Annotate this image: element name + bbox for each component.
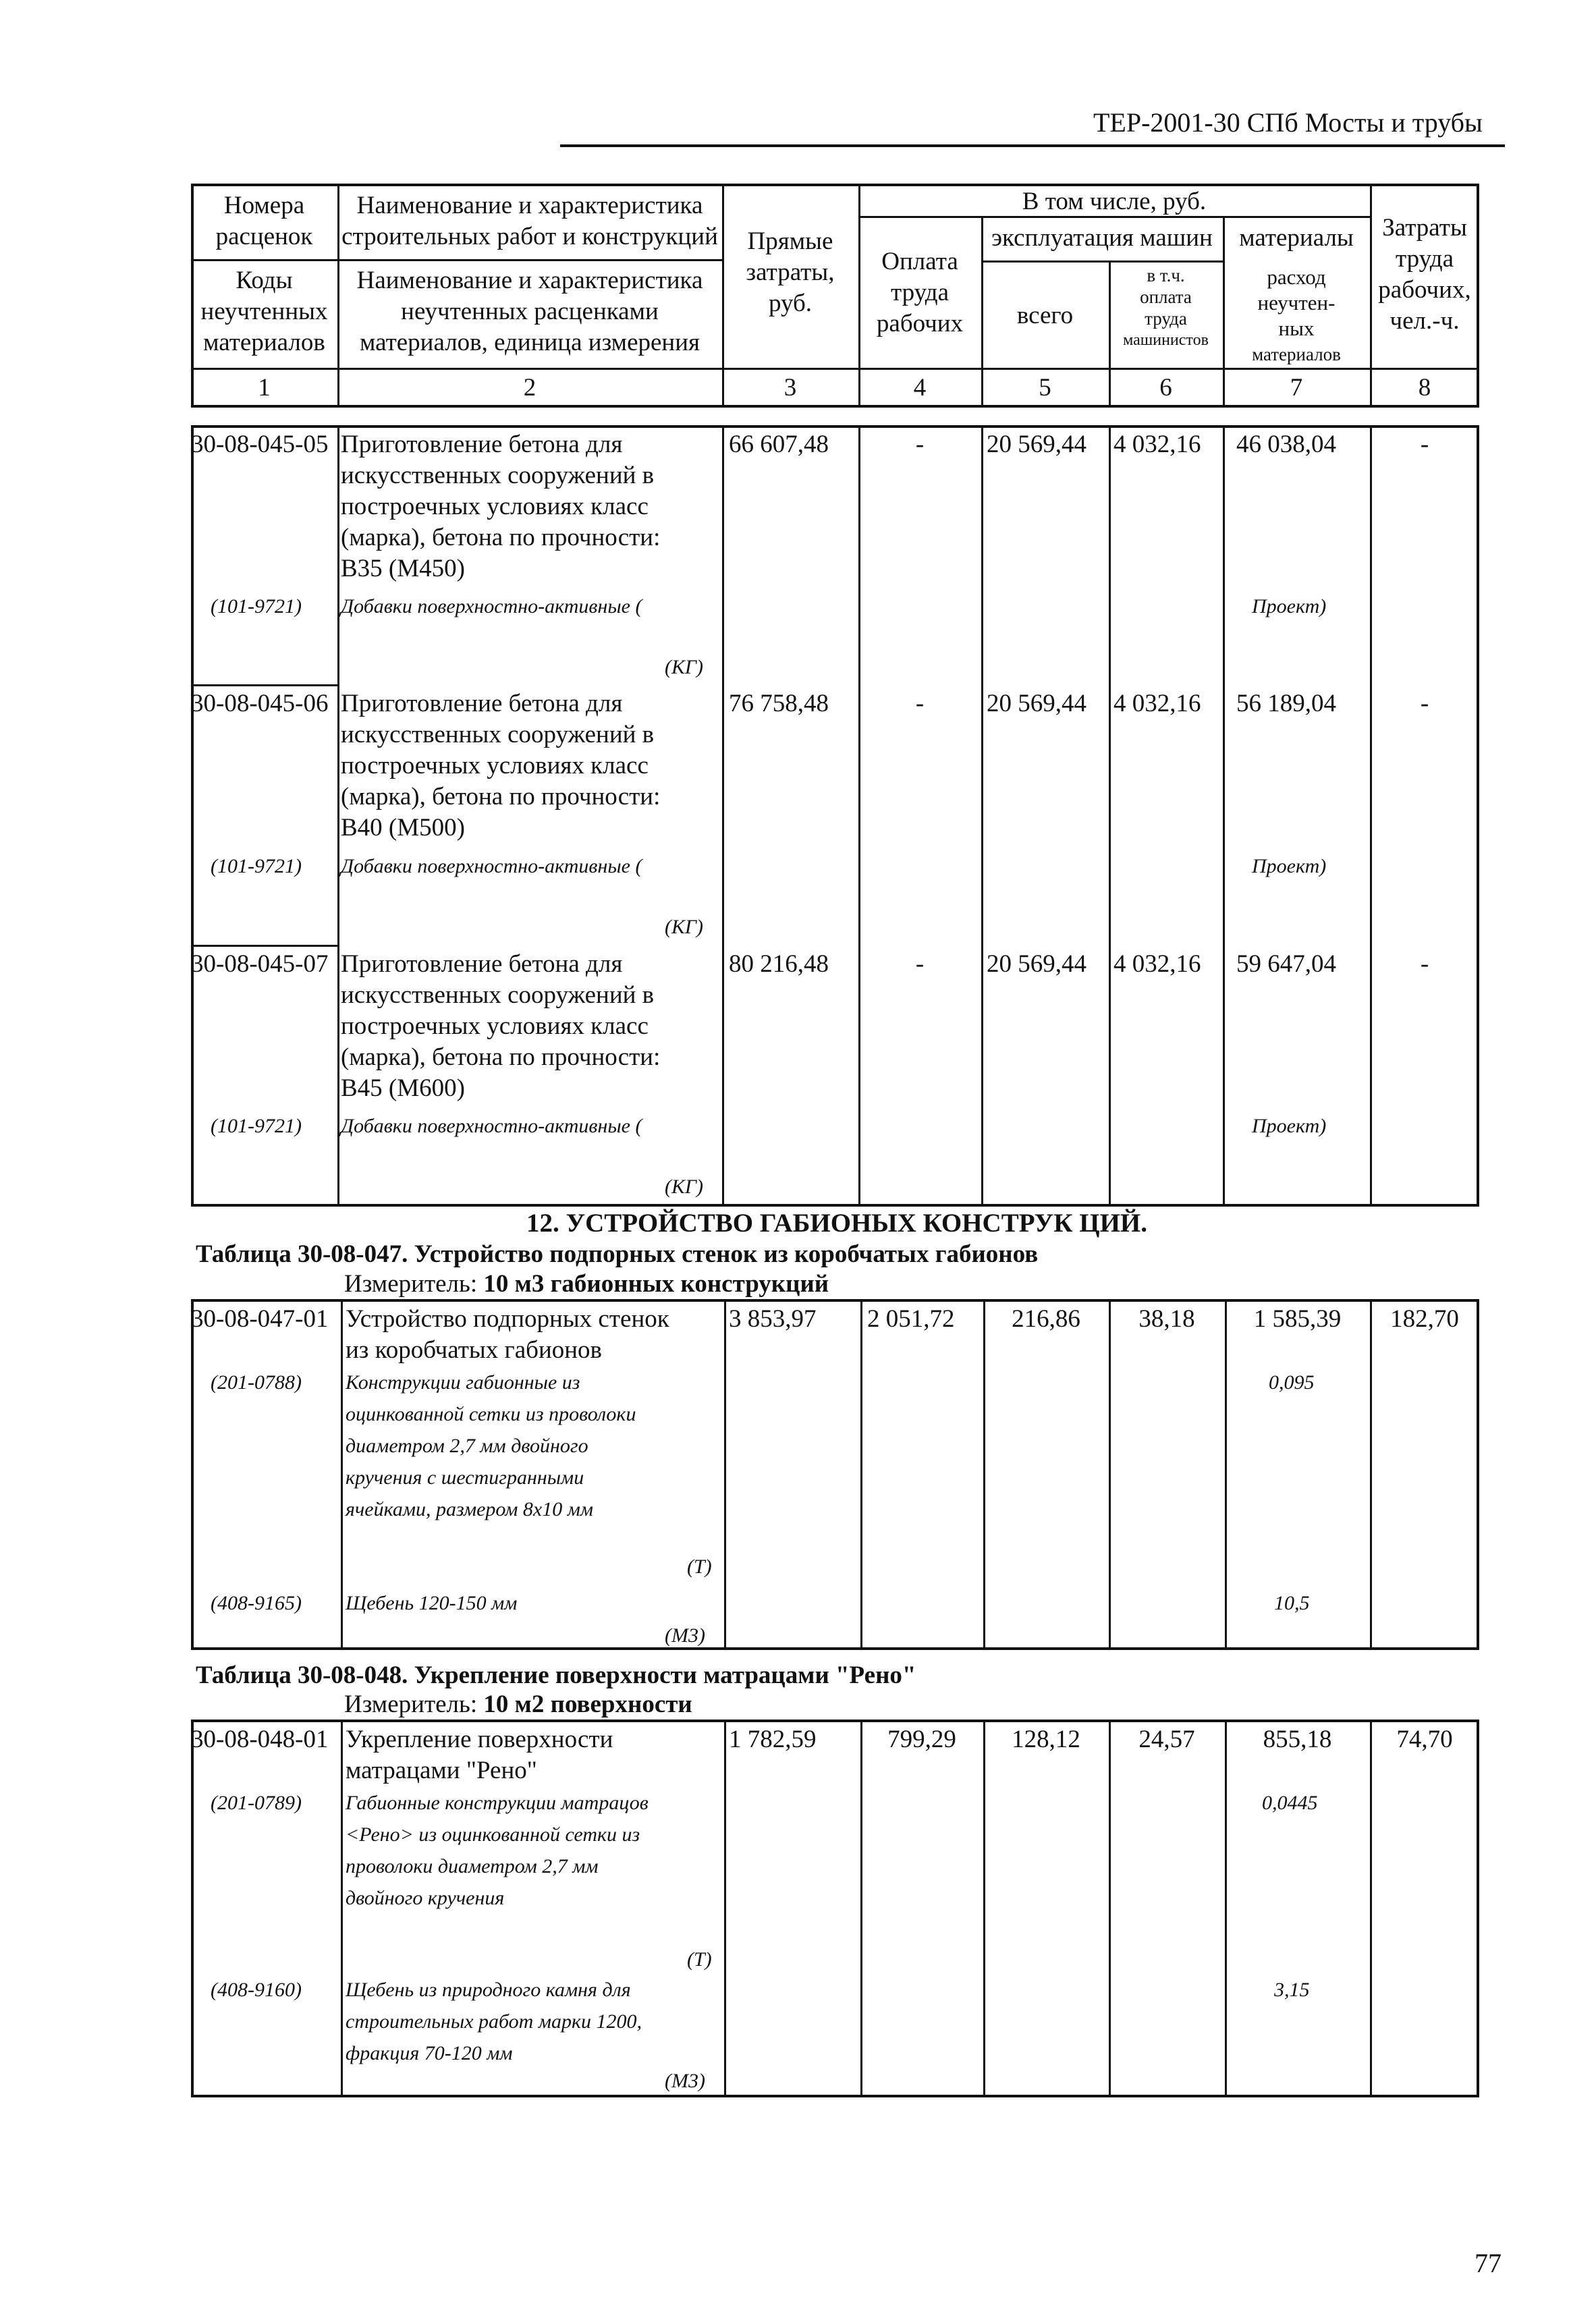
labor-hours: - <box>1420 950 1429 978</box>
material-rate: Проект) <box>1252 855 1327 877</box>
rate-description: Приготовление бетона для искусственных сооружений в построечных условиях класс (марка), бетона по прочности: В35 (М450) <box>341 431 661 582</box>
machinist-pay: 38,18 <box>1138 1305 1195 1333</box>
material-code: (201-0789) <box>211 1792 302 1814</box>
rate-code: 30-08-045-05 <box>191 431 329 458</box>
material-code: (101-9721) <box>211 595 302 617</box>
machinist-pay: 4 032,16 <box>1113 950 1201 978</box>
material-rate: Проект) <box>1252 595 1327 617</box>
materials-cost: 46 038,04 <box>1236 431 1336 458</box>
labor-hours: - <box>1420 690 1429 717</box>
col-labor-pay-header: Оплата труда рабочих <box>876 248 964 337</box>
labor-pay: - <box>915 950 925 978</box>
materials-cost: 855,18 <box>1263 1726 1332 1753</box>
col-number-3: 3 <box>783 374 797 402</box>
labor-pay: 2 051,72 <box>867 1305 955 1333</box>
material-code: (408-9165) <box>211 1592 302 1614</box>
material-rate: 10,5 <box>1274 1592 1310 1614</box>
machines-total: 216,86 <box>1012 1305 1080 1333</box>
col-machines-total-header: всего <box>1016 302 1074 329</box>
machines-total: 20 569,44 <box>987 690 1086 717</box>
col-number-4: 4 <box>913 374 927 402</box>
material-code: (201-0788) <box>211 1371 302 1394</box>
col-rate-number-header: Номера расценок <box>215 192 313 250</box>
col-number-2: 2 <box>523 374 536 402</box>
material-name: Конструкции габионные из оцинкованной сетки из проволоки диаметром 2,7 мм двойного кручения с шестигранными ячейками, размером 8х10 мм <box>346 1371 636 1520</box>
material-unit: (Т) <box>687 1556 712 1578</box>
direct-costs: 80 216,48 <box>729 950 829 978</box>
material-name: Добавки поверхностно-активные ( <box>341 855 642 877</box>
rate-code: 30-08-048-01 <box>191 1726 329 1753</box>
material-rate: 3,15 <box>1274 1979 1310 2001</box>
col-number-5: 5 <box>1039 374 1051 402</box>
rate-description: Устройство подпорных стенок из коробчатых габионов <box>346 1305 669 1364</box>
section-title: 12. УСТРОЙСТВО ГАБИОНЫХ КОНСТРУК ЦИЙ. <box>526 1209 1147 1238</box>
table-048-measure: Измеритель: 10 м2 поверхности <box>344 1690 692 1718</box>
material-name: Щебень 120-150 мм <box>346 1592 518 1614</box>
col-machines-header: эксплуатация машин <box>991 224 1213 252</box>
material-rate: Проект) <box>1252 1115 1327 1137</box>
material-name: Добавки поверхностно-активные ( <box>341 1115 642 1137</box>
machines-total: 20 569,44 <box>987 950 1086 978</box>
material-rate: 0,0445 <box>1262 1792 1318 1814</box>
col-work-name-header: Наименование и характеристика строительных работ и конструкций <box>341 192 718 250</box>
table-048-title: Таблица 30-08-048. Укрепление поверхности матрацами "Рено" <box>196 1661 916 1689</box>
materials-cost: 56 189,04 <box>1236 690 1336 717</box>
document-header-title: ТЕР-2001-30 СПб Мосты и трубы <box>1093 107 1483 138</box>
material-unit: (М3) <box>665 1624 705 1647</box>
direct-costs: 76 758,48 <box>729 690 829 717</box>
labor-pay: 799,29 <box>887 1726 956 1753</box>
direct-costs: 1 782,59 <box>729 1726 817 1753</box>
table-047-title: Таблица 30-08-047. Устройство подпорных стенок из коробчатых габионов <box>196 1240 1039 1268</box>
material-unit: (М3) <box>665 2070 705 2092</box>
material-unit: (Т) <box>687 1948 712 1971</box>
page-number: 77 <box>1475 2248 1502 2278</box>
material-name: Щебень из природного камня для строительных работ марки 1200, фракция 70-120 мм <box>346 1979 642 2064</box>
table-047-measure: Измеритель: 10 м3 габионных конструкций <box>344 1270 829 1298</box>
col-material-code-header: Коды неучтенных материалов <box>200 267 328 356</box>
materials-cost: 1 585,39 <box>1253 1305 1342 1333</box>
material-code: (101-9721) <box>211 1115 302 1137</box>
labor-pay: - <box>915 431 925 458</box>
material-rate: 0,095 <box>1269 1371 1315 1394</box>
machinist-pay: 4 032,16 <box>1113 690 1201 717</box>
rate-description: Приготовление бетона для искусственных сооружений в построечных условиях класс (марка), бетона по прочности: В40 (М500) <box>341 690 661 842</box>
col-material-name-header: Наименование и характеристика неучтенных расценками материалов, единица измерения <box>356 267 703 356</box>
materials-cost: 59 647,04 <box>1236 950 1336 978</box>
col-machinist-pay-header: в т.ч. оплата труда машинистов <box>1123 265 1209 349</box>
col-including-header: В том числе, руб. <box>1022 188 1207 215</box>
labor-hours: 182,70 <box>1390 1305 1459 1333</box>
col-number-1: 1 <box>258 374 271 402</box>
machines-total: 128,12 <box>1012 1726 1080 1753</box>
material-code: (408-9160) <box>211 1979 302 2001</box>
labor-hours: - <box>1420 431 1429 458</box>
col-number-7: 7 <box>1290 374 1303 402</box>
rate-code: 30-08-045-06 <box>191 690 329 717</box>
col-number-6: 6 <box>1159 374 1172 402</box>
material-unit: (КГ) <box>665 916 703 938</box>
col-number-8: 8 <box>1418 374 1431 402</box>
material-name: Габионные конструкции матрацов <Рено> из оцинкованной сетки из проволоки диаметром 2,7 мм двойного кручения <box>346 1792 649 1909</box>
machines-total: 20 569,44 <box>987 431 1086 458</box>
header-rule <box>560 144 1505 147</box>
rate-code: 30-08-047-01 <box>191 1305 329 1333</box>
direct-costs: 66 607,48 <box>729 431 829 458</box>
material-name: Добавки поверхностно-активные ( <box>341 595 642 617</box>
col-materials-header: материалы <box>1239 224 1354 252</box>
rate-description: Укрепление поверхности матрацами "Рено" <box>346 1726 613 1784</box>
direct-costs: 3 853,97 <box>729 1305 817 1333</box>
material-unit: (КГ) <box>665 656 703 678</box>
material-code: (101-9721) <box>211 855 302 877</box>
labor-hours: 74,70 <box>1396 1726 1453 1753</box>
col-unaccounted-materials-header: расход неучтен- ных материалов <box>1252 265 1341 364</box>
rate-code: 30-08-045-07 <box>191 950 329 978</box>
col-direct-costs-header: Прямые затраты, руб. <box>746 227 835 317</box>
machinist-pay: 4 032,16 <box>1113 431 1201 458</box>
col-labor-hours-header: Затраты труда рабочих, чел.-ч. <box>1378 214 1471 335</box>
machinist-pay: 24,57 <box>1138 1726 1195 1753</box>
material-unit: (КГ) <box>665 1176 703 1198</box>
rate-description: Приготовление бетона для искусственных сооружений в построечных условиях класс (марка), бетона по прочности: В45 (М600) <box>341 950 661 1102</box>
labor-pay: - <box>915 690 925 717</box>
